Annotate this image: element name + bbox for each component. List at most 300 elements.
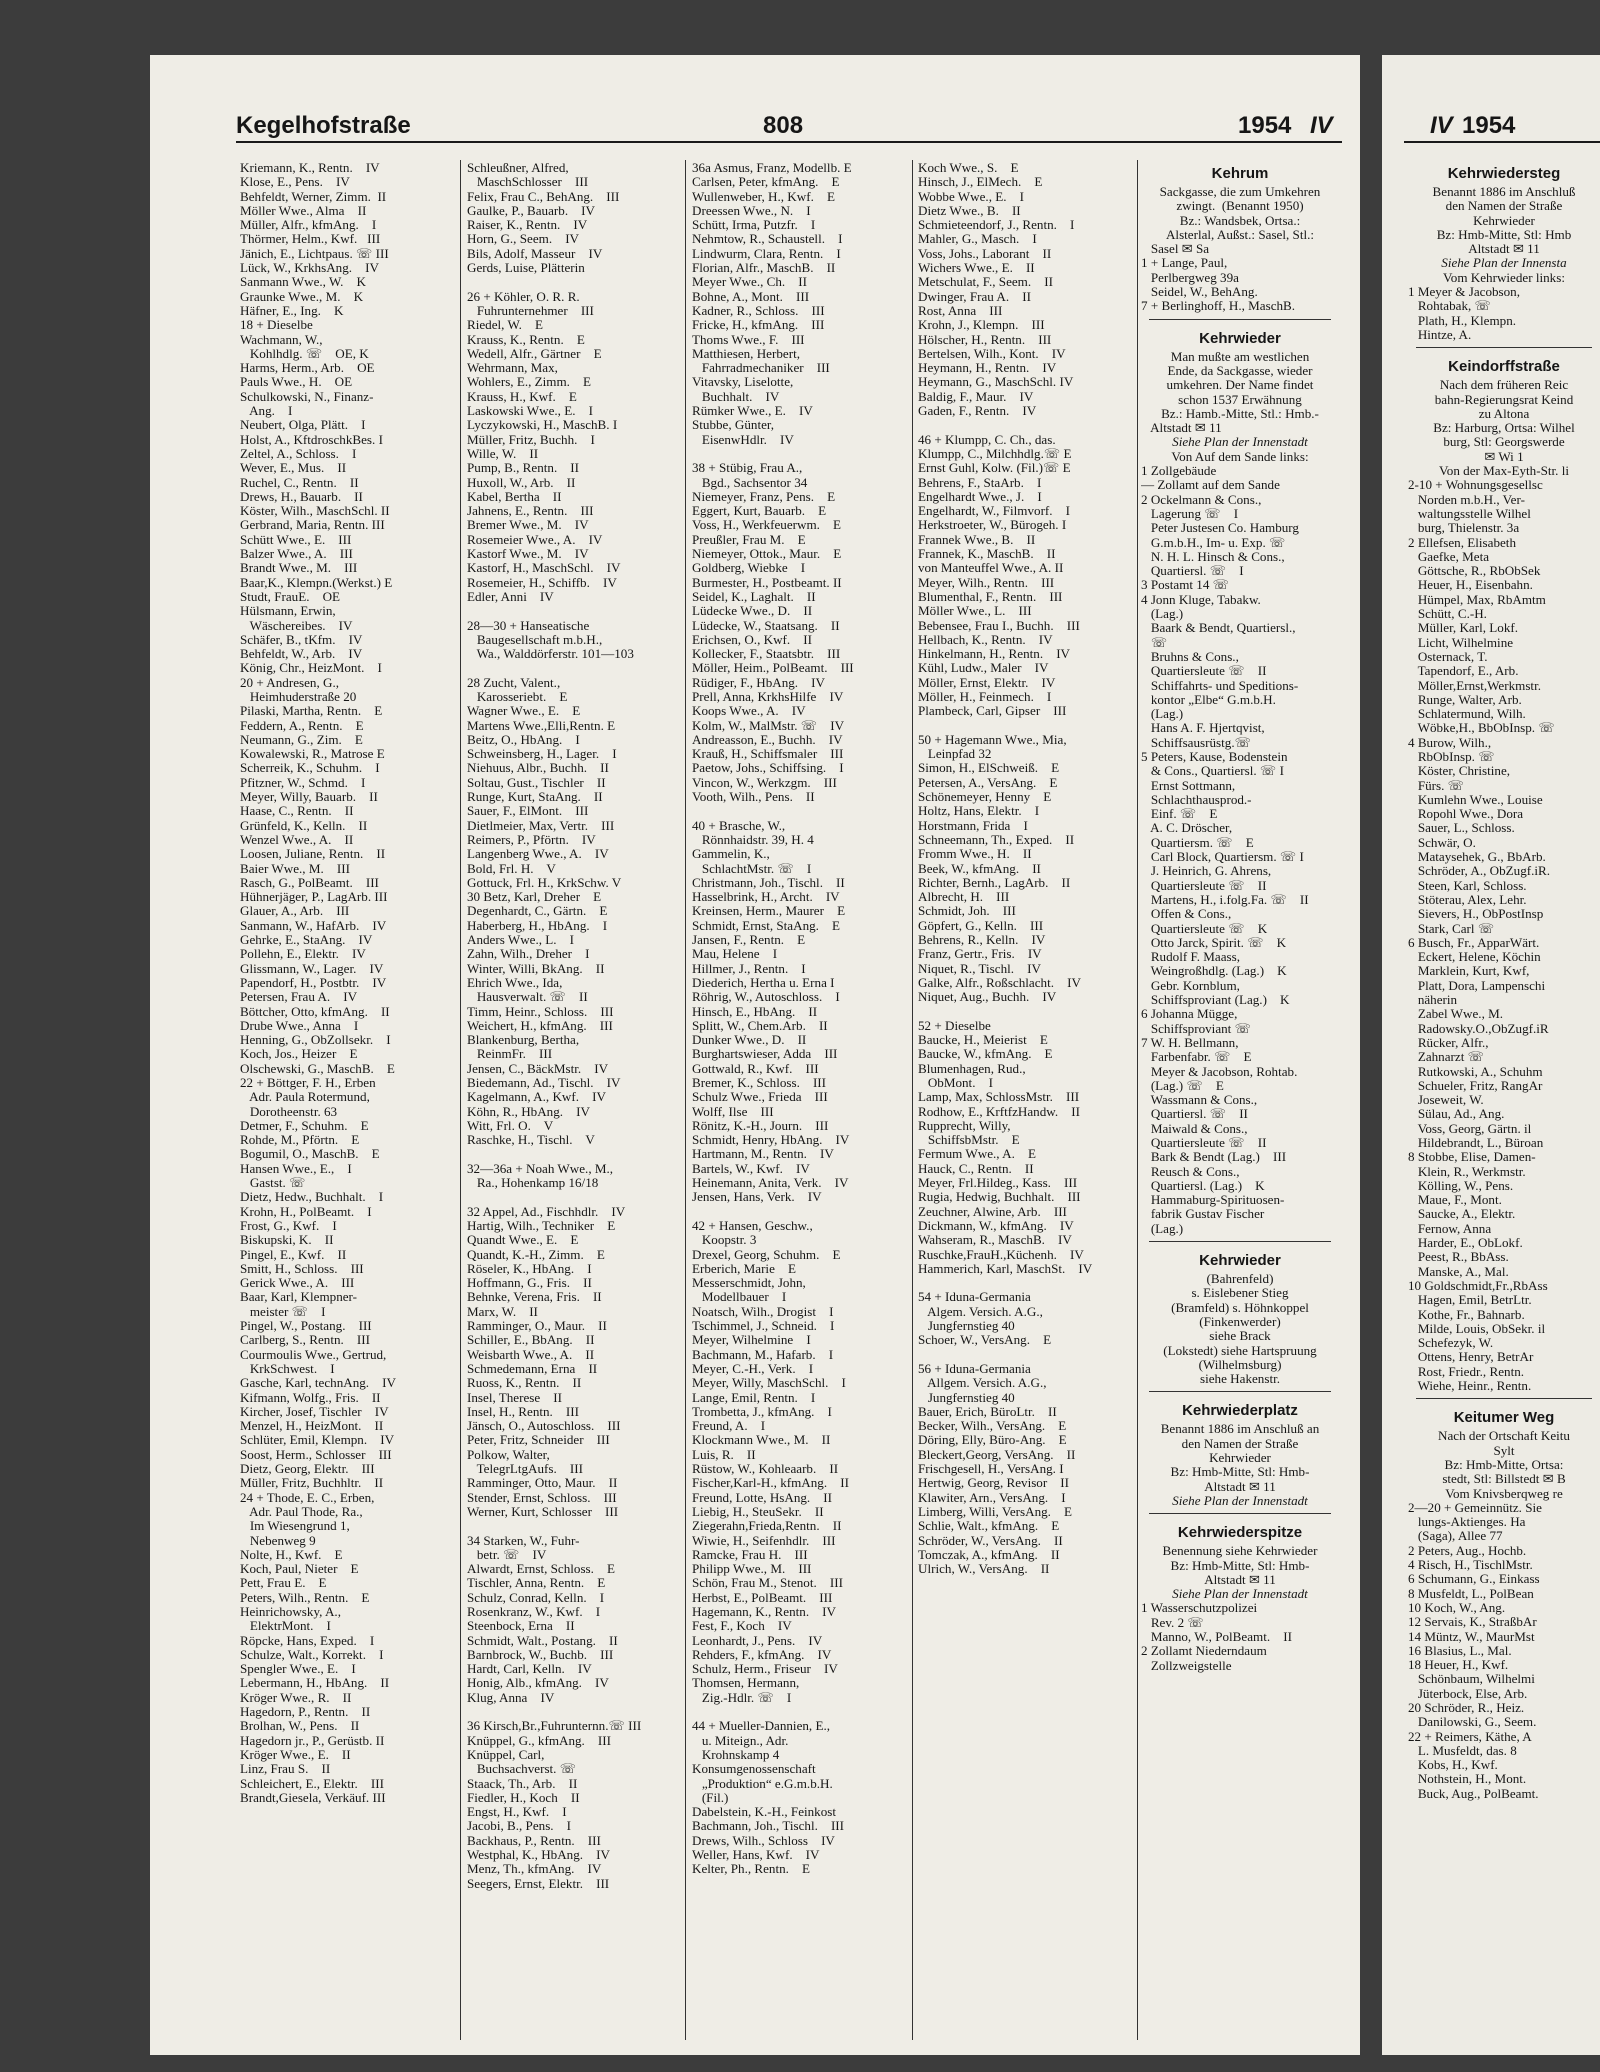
- directory-line: Marx, W. II: [467, 1303, 538, 1319]
- directory-line: Weisbarth Wwe., A. II: [467, 1346, 595, 1362]
- directory-line: Horn, G., Seem. IV: [467, 231, 580, 247]
- directory-line: 7 + Berlinghoff, H., MaschB.: [1141, 298, 1296, 314]
- directory-line: Möller Wwe., Alma II: [240, 202, 367, 218]
- directory-line: 54 + Iduna-Germania: [918, 1289, 1031, 1305]
- directory-line: 4 Risch, H., TischlMstr.: [1408, 1557, 1533, 1573]
- next-running-head-year: 1954: [1462, 112, 1516, 139]
- directory-line: Kolm, W., MalMstr. ☏ IV: [692, 717, 845, 733]
- directory-line: Schoer, W., VersAng. E: [918, 1332, 1052, 1348]
- directory-line: Behfeldt, Werner, Zimm. II: [240, 188, 387, 204]
- directory-line: Buchhalt. IV: [692, 388, 780, 404]
- directory-line: Schiller, E., BbAng. II: [467, 1332, 595, 1348]
- directory-line: Bogumil, O., MaschB. E: [240, 1146, 380, 1162]
- directory-line: Fermum Wwe., A. E: [918, 1146, 1036, 1162]
- directory-line: Dietlmeier, Max, Vertr. III: [467, 817, 615, 833]
- directory-line: Detmer, F., Schuhm. E: [240, 1117, 369, 1133]
- directory-line: Fahrradmechaniker III: [692, 360, 830, 376]
- directory-line: 2 Zollamt Niederndaum: [1141, 1643, 1267, 1659]
- directory-line: Huxoll, W., Arb. II: [467, 474, 576, 490]
- directory-line: Maiwald & Cons.,: [1141, 1120, 1248, 1136]
- directory-line: Müller, Fritz, Buchh. I: [467, 431, 595, 447]
- directory-line: Hagedorn jr., P., Gerüstb. II: [240, 1732, 385, 1748]
- directory-line: ReinmFr. III: [467, 1046, 553, 1062]
- directory-line: 44 + Mueller-Dannien, E.,: [692, 1718, 831, 1734]
- directory-line: Lebermann, H., HbAng. II: [240, 1675, 390, 1691]
- directory-line: zwingt. (Benannt 1950): [1176, 198, 1304, 214]
- directory-line: Ropohl Wwe., Dora: [1408, 806, 1524, 822]
- directory-line: Bauer, Erich, BüroLtr. II: [918, 1403, 1057, 1419]
- directory-line: Schweinsberg, H., Lager. I: [467, 746, 617, 762]
- directory-line: Liebig, H., SteuSekr. II: [692, 1503, 824, 1519]
- directory-line: Ang. I: [240, 403, 293, 419]
- directory-line: Hintze, A.: [1408, 326, 1472, 342]
- directory-line: Schlachthausprod.-: [1141, 791, 1252, 807]
- directory-line: Baark & Bendt, Quartiersl.,: [1141, 620, 1296, 636]
- directory-line: Grünfeld, K., Kelln. II: [240, 817, 368, 833]
- directory-line: Plambeck, Carl, Gipser III: [918, 703, 1067, 719]
- directory-line: Balzer Wwe., A. III: [240, 546, 353, 562]
- directory-line: [467, 1705, 683, 1719]
- directory-line: [692, 447, 910, 461]
- directory-line: meister ☏ I: [240, 1303, 326, 1319]
- directory-line: umkehren. Der Name findet: [1166, 377, 1314, 393]
- directory-line: Gerbrand, Maria, Rentn. III: [240, 517, 385, 533]
- directory-line: Schlie, Walt., kfmAng. E: [918, 1518, 1060, 1534]
- directory-line: Dabelstein, K.-H., Feinkost: [692, 1804, 837, 1820]
- directory-line: 36 Kirsch,Br.,Fuhrunternn.☏ III: [467, 1718, 642, 1734]
- directory-line: Hauck, C., Rentn. II: [918, 1160, 1034, 1176]
- plan-note: Siehe Plan der Innenstadt: [1172, 1492, 1308, 1508]
- directory-line: Schiffsproviant (Lag.) K: [1141, 992, 1290, 1008]
- directory-line: Bachmann, M., Hafarb. I: [692, 1346, 834, 1362]
- directory-line: [918, 1005, 1135, 1019]
- directory-line: Noatsch, Wilh., Drogist I: [692, 1303, 834, 1319]
- directory-line: Brandt Wwe., M. III: [240, 560, 358, 576]
- directory-line: Kifmann, Wolfg., Fris. II: [240, 1389, 381, 1405]
- directory-line: den Namen der Straße: [1181, 1435, 1299, 1451]
- directory-line: Fischer,Karl-H., kfmAng. II: [692, 1475, 849, 1491]
- directory-line: Im Wiesengrund 1,: [240, 1518, 350, 1534]
- directory-line: 2 Ellefsen, Elisabeth: [1408, 534, 1516, 550]
- directory-line: Bremer, K., Schloss. III: [692, 1075, 827, 1090]
- directory-line: ElektrMont. I: [240, 1618, 331, 1634]
- directory-line: 18 Heuer, H., Kwf.: [1408, 1657, 1509, 1673]
- directory-line: Eckert, Helene, Köchin: [1408, 949, 1541, 965]
- directory-line: Bebensee, Frau I., Buchh. III: [918, 617, 1080, 633]
- directory-line: Freund, Lotte, HsAng. II: [692, 1489, 833, 1505]
- directory-line: Frischgesell, H., VersAng. I: [918, 1461, 1064, 1477]
- directory-line: 30 Betz, Karl, Dreher E: [467, 889, 602, 905]
- directory-line: Lyczykowski, H., MaschB. I: [467, 417, 618, 433]
- directory-line: Thomsen, Hermann,: [692, 1675, 800, 1691]
- directory-line: Buck, Aug., PolBeamt.: [1408, 1785, 1539, 1801]
- directory-line: Heymann, G., MaschSchl. IV: [918, 374, 1074, 390]
- running-head-street: Kegelhofstraße: [236, 112, 411, 139]
- directory-line: Harms, Herm., Arb. OE: [240, 360, 375, 376]
- directory-line: Gerick Wwe., A. III: [240, 1275, 355, 1291]
- directory-line: [467, 1519, 683, 1533]
- directory-line: Hausverwalt. ☏ II: [467, 989, 588, 1005]
- directory-line: Schiffsausrüstg.☏: [1141, 734, 1251, 750]
- directory-line: Pauls Wwe., H. OE: [240, 374, 353, 390]
- directory-line: Plath, H., Klempn.: [1408, 312, 1517, 328]
- directory-line: Wever, E., Mus. II: [240, 460, 347, 476]
- section-rule: [1149, 319, 1331, 320]
- directory-line: Kowalewski, R., Matrose E: [240, 746, 385, 762]
- directory-line: Benennung siehe Kehrwieder: [1162, 1543, 1318, 1559]
- directory-line: Gottwald, R., Kwf. III: [692, 1060, 819, 1076]
- directory-line: Kühl, Ludw., Maler IV: [918, 660, 1049, 676]
- directory-line: Leonhardt, J., Pens. IV: [692, 1632, 823, 1648]
- directory-column-6: [1408, 161, 1600, 1801]
- directory-line: Meyer, Willy, MaschSchl. I: [692, 1375, 846, 1391]
- directory-line: Glauer, A., Arb. III: [240, 903, 350, 919]
- directory-line: Winter, Willi, BkAng. II: [467, 960, 605, 976]
- directory-line: Dickmann, W., kfmAng. IV: [918, 1217, 1074, 1233]
- directory-line: Osternack, T.: [1408, 648, 1488, 664]
- directory-line: Pilaski, Martha, Rentn. E: [240, 703, 383, 719]
- directory-line: Kölling, W., Pens.: [1408, 1177, 1514, 1193]
- directory-line: (Fil.): [692, 1789, 729, 1805]
- directory-line: Metschulat, F., Seem. II: [918, 274, 1053, 290]
- directory-line: 40 + Brasche, W.,: [692, 817, 786, 833]
- directory-line: (Wilhelmsburg): [1198, 1356, 1282, 1372]
- directory-line: Sackgasse, die zum Umkehren: [1159, 184, 1321, 199]
- directory-line: 14 Müntz, W., MaurMst: [1408, 1628, 1535, 1644]
- directory-line: 12 Servais, K., StraßbAr: [1408, 1614, 1537, 1630]
- directory-line: Radowsky.O.,ObZugf.iR: [1408, 1020, 1549, 1036]
- directory-line: Behrens, R., Kelln. IV: [918, 932, 1046, 948]
- directory-line: Meyer, C.-H., Verk. I: [692, 1360, 814, 1376]
- directory-line: Schneemann, Th., Exped. II: [918, 831, 1075, 847]
- directory-line: 36a Asmus, Franz, Modellb. E: [692, 161, 852, 175]
- directory-line: Zeltel, A., Schloss. I: [240, 445, 357, 461]
- directory-line: s. Eislebener Stieg: [1191, 1285, 1289, 1301]
- directory-line: den Namen der Straße: [1445, 198, 1563, 214]
- directory-line: (Bahrenfeld): [1206, 1271, 1274, 1287]
- directory-line: 22 + Böttger, F. H., Erben: [240, 1075, 376, 1090]
- directory-line: Dwinger, Frau A. II: [918, 288, 1031, 304]
- directory-line: Jacobi, B., Pens. I: [467, 1818, 572, 1834]
- directory-line: Peters, Wilh., Rentn. E: [240, 1589, 370, 1605]
- directory-line: Bruhns & Cons.,: [1141, 648, 1239, 664]
- directory-line: (Lag.) ☏ E: [1141, 1077, 1224, 1093]
- header-rule: [236, 141, 1342, 143]
- directory-line: ObMont. I: [918, 1075, 993, 1090]
- street-heading: Keindorffstraße: [1448, 358, 1560, 376]
- next-running-head-volume: IV: [1430, 112, 1453, 139]
- directory-line: Licht, Wilhelmine: [1408, 634, 1514, 650]
- directory-line: burg, Thielenstr. 3a: [1408, 520, 1520, 536]
- directory-line: Heymann, H., Rentn. IV: [918, 360, 1057, 376]
- directory-line: Krauss, H., Kwf. E: [467, 388, 577, 404]
- directory-line: Wohlers, E., Zimm. E: [467, 374, 592, 390]
- directory-line: [467, 1190, 683, 1204]
- directory-line: Peter, Fritz, Schneider III: [467, 1432, 610, 1448]
- directory-line: Schmieteendorf, J., Rentn. I: [918, 217, 1075, 233]
- column-divider: [685, 160, 686, 2040]
- directory-line: Wehrmann, Max,: [467, 360, 558, 376]
- directory-line: Wöbke,H., BbObInsp. ☏: [1408, 720, 1555, 736]
- directory-line: Becker, Wilh., VersAng. E: [918, 1418, 1067, 1434]
- directory-line: Wobbe Wwe., E. I: [918, 188, 1024, 204]
- directory-line: schon 1537 Erwähnung: [1178, 391, 1302, 407]
- directory-line: Quartiersl. (Lag.) K: [1141, 1177, 1265, 1193]
- directory-line: 7 W. H. Bellmann,: [1141, 1034, 1239, 1050]
- directory-line: Klumpp, C., Milchhdlg.☏ E: [918, 445, 1072, 461]
- directory-line: Bz: Hmb-Mitte, Ortsa:: [1444, 1456, 1564, 1472]
- directory-line: Insel, Therese II: [467, 1389, 563, 1405]
- directory-line: Klug, Anna IV: [467, 1689, 555, 1705]
- directory-line: Drexel, Georg, Schuhm. E: [692, 1246, 841, 1262]
- directory-line: [918, 719, 1135, 733]
- directory-line: Horstmann, Frida I: [918, 817, 1028, 833]
- directory-line: Baar, Karl, Klempner-: [240, 1289, 358, 1305]
- directory-line: Christmann, Joh., Tischl. II: [692, 874, 845, 890]
- directory-line: Altstadt ✉ 11: [1141, 420, 1222, 436]
- directory-line: Zeuchner, Alwine, Arb. III: [918, 1203, 1067, 1219]
- directory-line: Blumenhagen, Rud.,: [918, 1060, 1026, 1076]
- directory-line: Wassmann & Cons.,: [1141, 1092, 1258, 1108]
- directory-line: [467, 275, 683, 289]
- directory-line: Drube Wwe., Anna I: [240, 1017, 359, 1033]
- directory-line: Bark & Bendt (Lag.) III: [1141, 1149, 1287, 1165]
- directory-line: 4 Jonn Kluge, Tabakw.: [1141, 591, 1261, 607]
- directory-line: Rugia, Hedwig, Buchhalt. III: [918, 1189, 1081, 1205]
- directory-line: Bohne, A., Mont. III: [692, 288, 810, 304]
- directory-line: Klose, E., Pens. IV: [240, 174, 350, 190]
- directory-line: Weingroßhdlg. (Lag.) K: [1141, 963, 1287, 979]
- directory-line: Nothstein, H., Mont.: [1408, 1771, 1527, 1787]
- directory-line: Konsumgenossenschaft: [692, 1761, 816, 1777]
- directory-line: Bz: Hmb-Mitte, Stl: Hmb: [1436, 226, 1572, 242]
- directory-line: Hagemann, K., Rentn. IV: [692, 1603, 836, 1619]
- directory-line: Ramminger, O., Maur. II: [467, 1318, 607, 1334]
- directory-line: Biskupski, K. II: [240, 1232, 334, 1248]
- directory-line: Vitavsky, Liselotte,: [692, 374, 794, 390]
- directory-line: Marklein, Kurt, Kwf,: [1408, 963, 1530, 979]
- directory-line: Rönitz, K.-H., Journ. III: [692, 1117, 829, 1133]
- directory-line: Hühnerjäger, P., LagArb. III: [240, 889, 388, 905]
- directory-line: Sanmann Wwe., W. K: [240, 274, 366, 290]
- directory-line: Quandt, K.-H., Zimm. E: [467, 1246, 605, 1262]
- directory-line: Jüterbock, Else, Arb.: [1408, 1685, 1528, 1701]
- directory-line: Frost, G., Kwf. I: [240, 1217, 337, 1233]
- directory-line: Messerschmidt, John,: [692, 1275, 806, 1291]
- directory-line: Felix, Frau C., BehAng. III: [467, 188, 620, 204]
- directory-line: Seidel, K., Laghalt. II: [692, 588, 816, 604]
- directory-line: Quartiersl. ☏ I: [1141, 563, 1244, 579]
- directory-line: 10 Goldschmidt,Fr.,RbAss: [1408, 1277, 1548, 1293]
- directory-line: Freund, A. I: [692, 1418, 766, 1434]
- directory-line: Luis, R. II: [692, 1446, 756, 1462]
- directory-line: [467, 604, 683, 618]
- directory-line: Hülsmann, Erwin,: [240, 603, 336, 619]
- directory-line: Möller, Heim., PolBeamt. III: [692, 660, 854, 676]
- directory-line: stedt, Stl: Billstedt ✉ B: [1442, 1471, 1566, 1487]
- directory-line: bahn-Regierungsrat Keind: [1434, 391, 1574, 407]
- directory-line: 2-10 + Wohnungsgesellsc: [1408, 477, 1543, 493]
- directory-line: Gebr. Kornblum,: [1141, 977, 1240, 993]
- directory-line: 8 Musfeldt, L., PolBean: [1408, 1585, 1534, 1601]
- directory-line: 34 Starken, W., Fuhr-: [467, 1532, 580, 1548]
- directory-line: Behnke, Verena, Fris. II: [467, 1289, 602, 1305]
- directory-line: Adr. Paula Rotermund,: [240, 1089, 370, 1105]
- directory-line: (Finkenwerder): [1199, 1313, 1281, 1329]
- directory-line: Splitt, W., Chem.Arb. II: [692, 1017, 828, 1033]
- directory-line: Schröder, W., VersAng. II: [918, 1532, 1063, 1548]
- directory-line: 20 Schröder, R., Heiz.: [1408, 1699, 1525, 1715]
- directory-line: Modellbauer I: [692, 1289, 787, 1305]
- directory-line: Göttsche, R., RbObSek: [1408, 563, 1541, 579]
- directory-line: Behfeldt, W., Arb. IV: [240, 646, 363, 662]
- directory-line: Carl Block, Quartiersm. ☏ I: [1141, 849, 1304, 865]
- directory-line: Raiser, K., Rentn. IV: [467, 217, 588, 233]
- directory-line: Nach dem früheren Reic: [1439, 377, 1569, 393]
- directory-line: Ramminger, Otto, Maur. II: [467, 1475, 618, 1491]
- directory-line: Hagen, Emil, BetrLtr.: [1408, 1292, 1532, 1308]
- street-heading: Keitumer Weg: [1453, 1409, 1555, 1427]
- directory-line: Frannek Wwe., B. II: [918, 531, 1036, 547]
- directory-line: Kelter, Ph., Rentn. E: [692, 1861, 811, 1877]
- directory-line: Krauß, H., Schiffsmaler III: [692, 746, 844, 762]
- directory-line: Kabel, Bertha II: [467, 488, 562, 504]
- directory-line: betr. ☏ IV: [467, 1546, 547, 1562]
- street-heading: Kehrwiederplatz: [1182, 1402, 1298, 1420]
- page-number: 808: [763, 112, 804, 139]
- directory-line: 52 + Dieselbe: [918, 1017, 991, 1033]
- directory-line: Tomczak, A., kfmAng. II: [918, 1546, 1060, 1562]
- directory-line: Hillmer, J., Rentn. I: [692, 960, 806, 976]
- directory-line: Kollecker, F., Staatsbtr. III: [692, 646, 841, 662]
- directory-line: Schulz, Herm., Friseur IV: [692, 1661, 838, 1677]
- directory-line: Jahnens, E., Rentn. III: [467, 503, 594, 519]
- directory-line: Bachmann, Joh., Tischl. III: [692, 1818, 845, 1834]
- directory-line: Von der Max-Eyth-Str. li: [1439, 463, 1569, 479]
- directory-line: Göpfert, G., Kelln. III: [918, 917, 1044, 933]
- directory-column-4: [918, 161, 1135, 1576]
- directory-line: Köster, Wilh., MaschSchl. II: [240, 503, 390, 519]
- directory-line: 38 + Stübig, Frau A.,: [692, 460, 803, 476]
- directory-line: Fest, F., Koch IV: [692, 1618, 792, 1634]
- directory-line: Leinpfad 32: [918, 746, 992, 762]
- directory-line: Rohtabak, ☏: [1408, 298, 1491, 314]
- directory-line: Staack, Th., Arb. II: [467, 1775, 578, 1791]
- directory-line: Schiffahrts- und Speditions-: [1141, 677, 1299, 693]
- directory-line: Kagelmann, A., Kwf. IV: [467, 1089, 606, 1105]
- directory-line: Tschimmel, J., Schneid. I: [692, 1318, 835, 1334]
- directory-line: Bartels, W., Kwf. IV: [692, 1160, 810, 1176]
- directory-line: Backhaus, P., Rentn. III: [467, 1832, 601, 1848]
- directory-line: [918, 1348, 1135, 1362]
- directory-line: Laskowski Wwe., E. I: [467, 403, 593, 419]
- directory-line: Krohnskamp 4: [692, 1746, 780, 1762]
- directory-line: Nehmtow, R., Schaustell. I: [692, 231, 843, 247]
- section-rule: [1416, 1398, 1592, 1399]
- section-rule: [1149, 1241, 1331, 1242]
- directory-line: Schlatermund, Wilh.: [1408, 706, 1526, 722]
- directory-line: „Produktion“ e.G.m.b.H.: [692, 1775, 833, 1791]
- directory-line: Peter Justesen Co. Hamburg: [1141, 520, 1299, 536]
- directory-line: Hansen Wwe., E., I: [240, 1160, 352, 1176]
- directory-line: Gammelin, K.,: [692, 846, 770, 862]
- directory-line: Dietz Wwe., B. II: [918, 202, 1021, 218]
- directory-line: Hinkelmann, H., Rentn. IV: [918, 646, 1071, 662]
- directory-line: Niemeyer, Franz, Pens. E: [692, 488, 836, 504]
- directory-line: 1 + Lange, Paul,: [1141, 255, 1228, 271]
- directory-line: Florian, Alfr., MaschB. II: [692, 260, 836, 276]
- directory-line: Anders Wwe., L. I: [467, 932, 575, 948]
- directory-line: Meyer, Willy, Bauarb. II: [240, 789, 378, 805]
- directory-line: Wille, W. II: [467, 445, 539, 461]
- directory-line: A. C. Dröscher,: [1141, 820, 1233, 836]
- directory-line: Kothe, Fr., Bahnarb.: [1408, 1306, 1525, 1322]
- directory-line: Graunke Wwe., M. K: [240, 288, 364, 304]
- directory-line: Einf. ☏ E: [1141, 806, 1218, 822]
- directory-line: Klein, R., Werkmstr.: [1408, 1163, 1526, 1179]
- directory-line: Hildebrandt, L., Büroan: [1408, 1135, 1544, 1150]
- directory-line: Harder, E., ObLokf.: [1408, 1235, 1523, 1251]
- directory-line: Lange, Emil, Rentn. I: [692, 1389, 816, 1405]
- directory-line: Jungfernstieg 40: [918, 1318, 1015, 1334]
- directory-line: Karosseriebt. E: [467, 688, 568, 704]
- directory-line: Köster, Christine,: [1408, 763, 1511, 779]
- directory-line: Runge, Kurt, StaAng. II: [467, 789, 603, 805]
- directory-line: Langenberg Wwe., A. IV: [467, 846, 609, 862]
- column-divider: [1137, 160, 1138, 2040]
- directory-line: 3 Postamt 14 ☏: [1141, 577, 1230, 593]
- directory-line: Nebenweg 9: [240, 1532, 316, 1548]
- directory-line: Niquet, Aug., Buchh. IV: [918, 989, 1057, 1005]
- directory-line: Papendorf, H., Postbtr. IV: [240, 974, 387, 990]
- directory-line: Raschke, H., Tischl. V: [467, 1132, 595, 1148]
- directory-line: Honig, Alb., kfmAng. IV: [467, 1675, 609, 1691]
- directory-line: Insel, H., Rentn. III: [467, 1403, 580, 1419]
- directory-line: Schmedemann, Erna II: [467, 1360, 598, 1376]
- directory-line: Bz: Harburg, Ortsa: Wilhel: [1433, 420, 1575, 436]
- directory-line: Schulkowski, N., Finanz-: [240, 388, 374, 404]
- directory-line: Ernst Sottmann,: [1141, 777, 1236, 793]
- directory-line: Fricke, H., kfmAng. III: [692, 317, 825, 333]
- directory-line: Rehders, F., kfmAng. IV: [692, 1646, 832, 1662]
- directory-line: Jänich, E., Lichtpaus. ☏ III: [240, 245, 389, 261]
- directory-line: Gastst. ☏: [240, 1175, 306, 1191]
- directory-line: (Lokstedt) siehe Hartspruung: [1163, 1342, 1317, 1358]
- street-heading: Kehrwieder: [1199, 329, 1281, 347]
- directory-line: Jungfernstieg 40: [918, 1389, 1015, 1405]
- directory-line: Bz: Hmb-Mitte, Stl: Hmb-: [1170, 1464, 1310, 1480]
- directory-line: Menzel, H., HeizMont. II: [240, 1418, 384, 1434]
- directory-line: Schmidt, Ernst, StaAng. E: [692, 917, 841, 933]
- directory-line: Blumenthal, F., Rentn. III: [918, 588, 1063, 604]
- directory-line: Wedell, Alfr., Gärtner E: [467, 345, 602, 361]
- directory-line: Neumann, G., Zim. E: [240, 731, 363, 747]
- directory-line: Werner, Kurt, Schlosser III: [467, 1503, 619, 1519]
- directory-line: 1 Meyer & Jacobson,: [1408, 284, 1521, 300]
- directory-line: Pfitzner, W., Schmd. I: [240, 774, 366, 790]
- directory-line: Rupprecht, Willy,: [918, 1117, 1011, 1133]
- directory-line: Schmidt, Walt., Postang. II: [467, 1632, 618, 1648]
- directory-line: Norden m.b.H., Ver-: [1408, 491, 1525, 507]
- directory-line: Vom Knivsberqweg re: [1445, 1485, 1563, 1501]
- directory-line: Kobs, H., Kwf.: [1408, 1757, 1498, 1773]
- directory-line: Möller, Ernst, Elektr. IV: [918, 674, 1056, 690]
- directory-line: Witt, Frl. O. V: [467, 1117, 554, 1133]
- directory-line: 32—36a + Noah Wwe., M.,: [467, 1160, 614, 1176]
- directory-line: Hertwig, Georg, Revisor II: [918, 1475, 1070, 1491]
- directory-line: Ernst Guhl, Kolw. (Fil.)☏ E: [918, 460, 1071, 476]
- directory-line: Meyer & Jacobson, Rohtab.: [1141, 1063, 1298, 1079]
